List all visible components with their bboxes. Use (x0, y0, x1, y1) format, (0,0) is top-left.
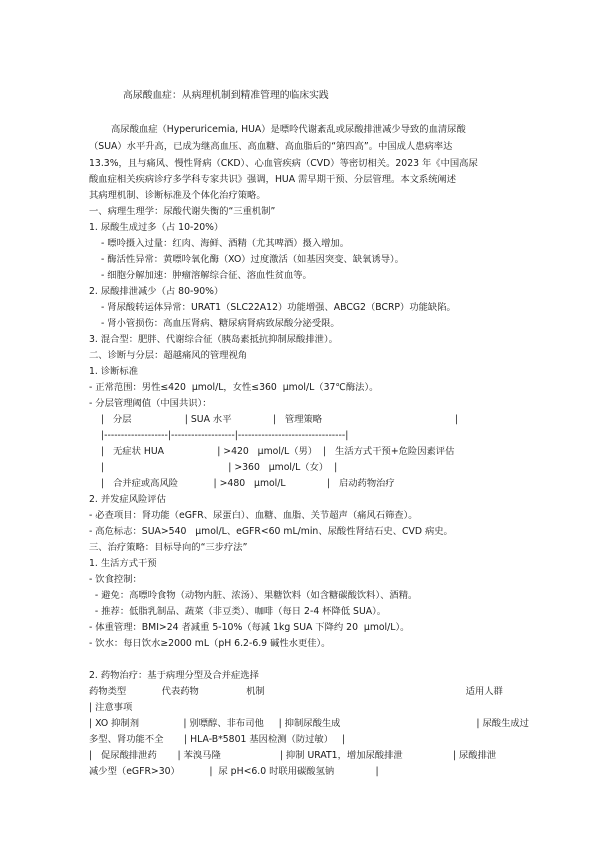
table-row: |-------------------|-------------------|--------------------------------| (101, 430, 349, 441)
subsection-heading: 2. 尿酸排泄减少（占 80-90%） (89, 286, 224, 297)
subsection-heading: 2. 并发症风险评估 (89, 494, 166, 505)
subsection-heading: 1. 生活方式干预 (89, 558, 157, 569)
bullet-item: - 饮水：每日饮水≥2000 mL（pH 6.2-6.9 碱性水更佳）。 (89, 638, 331, 649)
bullet-item: - 避免：高嘌呤食物（动物内脏、浓汤）、果糖饮料（如含糖碳酸饮料）、酒精。 (89, 590, 418, 601)
section-heading: 一、病理生理学：尿酸代谢失衡的“三重机制” (89, 206, 276, 217)
table-row: | 合并症或高风险 | >480 μmol/L | 启动药物治疗 (101, 478, 395, 489)
bullet-item: - 正常范围：男性≤420 μmol/L，女性≤360 μmol/L（37℃酶法）。 (89, 382, 379, 393)
subsection-heading: 2. 药物治疗：基于病理分型及合并症选择 (89, 670, 259, 681)
intro-line: 其病理机制、诊断标准及个体化治疗策略。 (89, 190, 266, 201)
subsection-heading: 3. 混合型：肥胖、代谢综合征（胰岛素抵抗抑制尿酸排泄）。 (89, 334, 338, 345)
table-row: | 分层 | SUA 水平 | 管理策略 | (101, 414, 459, 425)
bullet-item: - 体重管理：BMI>24 者减重 5-10%（每减 1kg SUA 下降约 20 μmol/L）。 (89, 622, 410, 633)
table-row: 多型、肾功能不全 | HLA-B*5801 基因检测（防过敏） | (89, 734, 346, 745)
bullet-item: - 细胞分解加速：肿瘤溶解综合征、溶血性贫血等。 (101, 270, 312, 281)
table-row: | | >360 μmol/L（女） | (101, 462, 338, 473)
section-heading: 三、治疗策略：目标导向的“三步疗法” (89, 542, 248, 553)
table-header: | 注意事项 (89, 702, 133, 713)
intro-line: 13.3%，且与痛风、慢性肾病（CKD）、心血管疾病（CVD）等密切相关。2023 年《中国高尿 (89, 158, 478, 169)
bullet-item: - 必查项目：肾功能（eGFR、尿蛋白）、血糖、血脂、关节超声（痛风石筛查）。 (89, 510, 418, 521)
bullet-item: - 酶活性异常：黄嘌呤氧化酶（XO）过度激活（如基因突变、缺氧诱导）。 (101, 254, 404, 265)
subsection-heading: 1. 尿酸生成过多（占 10-20%） (89, 222, 224, 233)
table-row: 减少型（eGFR>30） | 尿 pH<6.0 时联用碳酸氢钠 | (89, 766, 379, 777)
intro-line: 高尿酸血症（Hyperuricemia, HUA）是嘌呤代谢紊乱或尿酸排泄减少导致的血清尿酸 (111, 124, 466, 135)
bullet-item: - 高危标志：SUA>540 μmol/L、eGFR<60 mL/min、尿酸性肾结石史、CVD 病史。 (89, 526, 453, 537)
table-row: | 促尿酸排泄药 | 苯溴马隆 | 抑制 URAT1，增加尿酸排泄 | 尿酸排泄 (89, 750, 497, 761)
table-row: | 无症状 HUA | >420 μmol/L（男） | 生活方式干预+危险因素评估 (101, 446, 455, 457)
subsection-heading: 1. 诊断标准 (89, 366, 139, 377)
table-row: | XO 抑制剂 | 别嘌醇、非布司他 | 抑制尿酸生成 | 尿酸生成过 (89, 718, 529, 729)
bullet-item: - 分层管理阈值（中国共识）： (89, 398, 212, 409)
intro-line: 酸血症相关疾病诊疗多学科专家共识》强调，HUA 需早期干预、分层管理。本文系统阐述 (89, 174, 457, 185)
bullet-item: - 饮食控制： (89, 574, 142, 585)
bullet-item: - 推荐：低脂乳制品、蔬菜（非豆类）、咖啡（每日 2-4 杯降低 SUA）。 (89, 606, 387, 617)
section-heading: 二、诊断与分层：超越痛风的管理视角 (89, 350, 248, 361)
intro-line: （SUA）水平升高，已成为继高血压、高血糖、高血脂后的“第四高”。中国成人患病率达 (89, 141, 453, 152)
page-title: 高尿酸血症：从病理机制到精准管理的临床实践 (123, 90, 329, 101)
table-header: 药物类型 代表药物 机制 适用人群 (89, 686, 503, 697)
bullet-item: - 肾小管损伤：高血压肾病、糖尿病肾病致尿酸分泌受限。 (101, 318, 340, 329)
bullet-item: - 嘌呤摄入过量：红肉、海鲜、酒精（尤其啤酒）摄入增加。 (101, 238, 350, 249)
bullet-item: - 肾尿酸转运体异常：URAT1（SLC22A12）功能增强、ABCG2（BCRP）功能缺陷。 (101, 302, 456, 313)
